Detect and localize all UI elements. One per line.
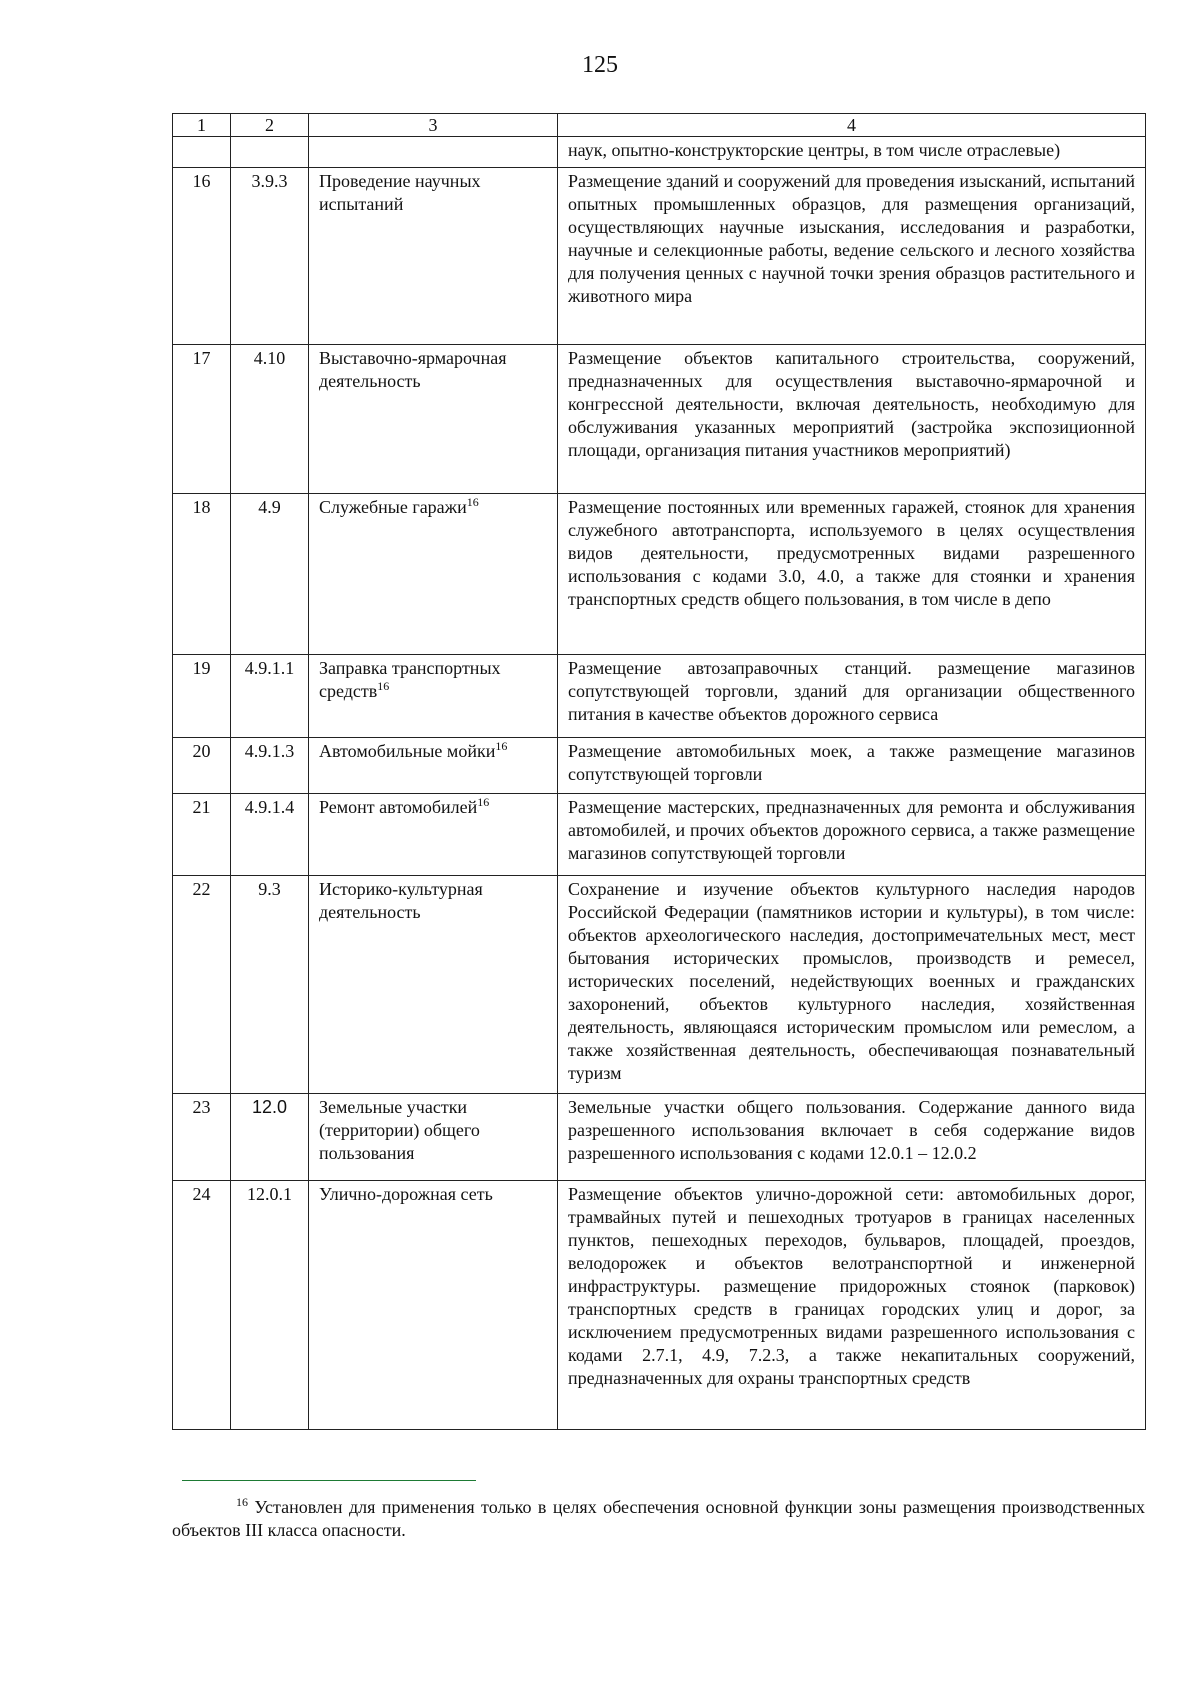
row-number: 18 [173, 494, 231, 655]
row-description: Размещение объектов капитального строительства, сооружений, предназначенных для осуществления выставочно-ярмарочной и конгрессной деятельности, включая деятельность, необходимую для обслуживания указанных мероприятий (застройка экспозиционной площади, организация питания участников мероприятий) [558, 345, 1146, 494]
row-name [309, 345, 558, 494]
table-row [173, 876, 1146, 1094]
row-number: 22 [173, 876, 231, 1094]
footnote-ref: 16 [466, 495, 479, 509]
row-name-text: Земельные участки (территории) общего пользования [319, 1097, 480, 1163]
row-code: 4.9.1.3 [231, 738, 309, 794]
row-number: 17 [173, 345, 231, 494]
row-description: Земельные участки общего пользования. Содержание данного вида разрешенного использования включает в себя содержание видов разрешенного использования с кодами 12.0.1 – 12.0.2 [558, 1094, 1146, 1181]
row-name-text: Автомобильные мойки [319, 741, 496, 761]
row-number: 23 [173, 1094, 231, 1181]
row-name [309, 655, 558, 738]
row-description: Размещение автомобильных моек, а также размещение магазинов сопутствующей торговли [558, 738, 1146, 794]
row-description: Размещение постоянных или временных гаражей, стоянок для хранения служебного автотранспорта, используемого в целях осуществления видов деятельности, предусмотренных видами разрешенного использования с кодами 3.0, 4.0, а также для стоянки и хранения транспортных средств общего пользования, в том числе в депо [558, 494, 1146, 655]
row-name [309, 168, 558, 345]
row-name-text: Ремонт автомобилей [319, 797, 478, 817]
row-description: Сохранение и изучение объектов культурного наследия народов Российской Федерации (памятников истории и культуры), в том числе: объектов археологического наследия, достопримечательных мест, мест бытования исторических промыслов, производств и ремесел, исторических поселений, недействующих военных и гражданских захоронений, объектов культурного наследия, хозяйственная деятельность, являющаяся историческим промыслом или ремеслом, а также хозяйственная деятельность, обеспечивающая познавательный туризм [558, 876, 1146, 1094]
table-row [173, 1094, 1146, 1181]
row-name [309, 738, 558, 794]
header-col-3: 3 [309, 114, 558, 137]
header-col-2: 2 [231, 114, 309, 137]
row-name [309, 876, 558, 1094]
row-name-text: Улично-дорожная сеть [319, 1184, 493, 1204]
table-row [173, 738, 1146, 794]
continuation-desc-cell: наук, опытно-конструкторские центры, в том числе отраслевые) [558, 137, 1146, 168]
table-row [173, 345, 1146, 494]
continuation-row [173, 137, 1146, 168]
row-name-text: Заправка транспортных средств [319, 658, 501, 701]
row-code: 4.9.1.4 [231, 794, 309, 876]
footnote [172, 1496, 1145, 1542]
row-number: 16 [173, 168, 231, 345]
row-code: 9.3 [231, 876, 309, 1094]
table-header-row [173, 114, 1146, 137]
footnote-ref: 16 [495, 739, 508, 753]
table-row [173, 794, 1146, 876]
land-use-table [172, 113, 1146, 1430]
row-name-text: Проведение научных испытаний [319, 171, 481, 214]
row-code: 12.0.1 [231, 1181, 309, 1430]
table-row [173, 168, 1146, 345]
continuation-num-cell [173, 137, 231, 168]
continuation-code-cell [231, 137, 309, 168]
footnote-ref: 16 [477, 795, 490, 809]
row-name [309, 494, 558, 655]
row-number: 19 [173, 655, 231, 738]
row-description: Размещение зданий и сооружений для проведения изысканий, испытаний опытных промышленных образцов, для размещения организаций, осуществляющих научные изыскания, исследования и разработки, научные и селекционные работы, ведение сельского и лесного хозяйства для получения ценных с научной точки зрения образцов растительного и животного мира [558, 168, 1146, 345]
row-name-text: Служебные гаражи [319, 497, 467, 517]
row-code: 4.10 [231, 345, 309, 494]
footnote-marker: 16 [236, 1495, 248, 1509]
row-number: 24 [173, 1181, 231, 1430]
row-description: Размещение объектов улично-дорожной сети: автомобильных дорог, трамвайных путей и пешеходных тротуаров в границах населенных пунктов, пешеходных переходов, бульваров, площадей, проездов, велодорожек и объектов велотранспортной и инженерной инфраструктуры. размещение придорожных стоянок (парковок) транспортных средств в границах городских улиц и дорог, за исключением предусмотренных видами разрешенного использования с кодами 2.7.1, 4.9, 7.2.3, а также некапитальных сооружений, предназначенных для охраны транспортных средств [558, 1181, 1146, 1430]
footnote-ref: 16 [377, 679, 390, 693]
row-code-text: 12.0 [251, 1097, 288, 1117]
row-name-text: Выставочно-ярмарочная деятельность [319, 348, 507, 391]
row-code [231, 1094, 309, 1181]
footnote-text: Установлен для применения только в целях обеспечения основной функции зоны размещения производственных объектов III класса опасности. [172, 1497, 1145, 1540]
continuation-name-cell [309, 137, 558, 168]
page-number: 125 [582, 52, 618, 78]
row-code: 4.9.1.1 [231, 655, 309, 738]
row-code: 3.9.3 [231, 168, 309, 345]
header-col-1: 1 [173, 114, 231, 137]
row-number: 21 [173, 794, 231, 876]
row-name [309, 1181, 558, 1430]
header-col-4: 4 [558, 114, 1146, 137]
table-row [173, 1181, 1146, 1430]
footnote-separator [182, 1480, 476, 1481]
row-code: 4.9 [231, 494, 309, 655]
row-description: Размещение автозаправочных станций. размещение магазинов сопутствующей торговли, зданий для организации общественного питания в качестве объектов дорожного сервиса [558, 655, 1146, 738]
row-number: 20 [173, 738, 231, 794]
row-name-text: Историко-культурная деятельность [319, 879, 483, 922]
row-name [309, 1094, 558, 1181]
table-row [173, 655, 1146, 738]
table-row [173, 494, 1146, 655]
row-name [309, 794, 558, 876]
row-description: Размещение мастерских, предназначенных для ремонта и обслуживания автомобилей, и прочих объектов дорожного сервиса, а также размещение магазинов сопутствующей торговли [558, 794, 1146, 876]
